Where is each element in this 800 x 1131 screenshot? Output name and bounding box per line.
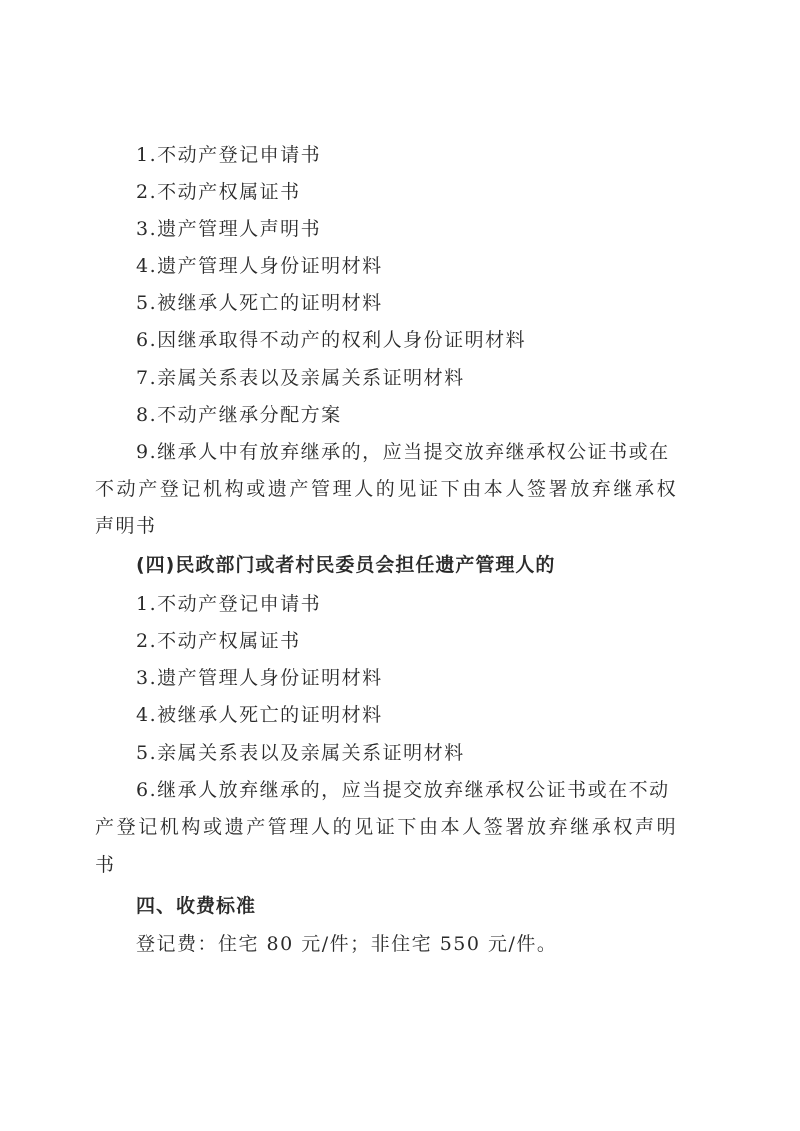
list-item: 1.不动产登记申请书 bbox=[136, 593, 322, 615]
list-item: 2.不动产权属证书 bbox=[136, 181, 301, 203]
list-item-continuation: 产登记机构或遗产管理人的见证下由本人签署放弃继承权声明 bbox=[95, 816, 679, 838]
list-item-continuation: 书 bbox=[95, 854, 116, 876]
list-item: 2.不动产权属证书 bbox=[136, 630, 301, 652]
list-item: 3.遗产管理人声明书 bbox=[136, 218, 322, 240]
list-item: 8.不动产继承分配方案 bbox=[136, 404, 342, 426]
fees-text: 登记费：住宅 80 元/件；非住宅 550 元/件。 bbox=[136, 933, 558, 955]
list-item: 6.因继承取得不动产的权利人身份证明材料 bbox=[136, 329, 527, 351]
list-item: 6.继承人放弃继承的，应当提交放弃继承权公证书或在不动 bbox=[136, 779, 670, 801]
section-heading: (四)民政部门或者村民委员会担任遗产管理人的 bbox=[136, 554, 556, 576]
list-item: 3.遗产管理人身份证明材料 bbox=[136, 667, 383, 689]
list-item: 7.亲属关系表以及亲属关系证明材料 bbox=[136, 367, 465, 389]
list-item-continuation: 声明书 bbox=[95, 515, 157, 537]
list-item: 4.遗产管理人身份证明材料 bbox=[136, 255, 383, 277]
list-item: 9.继承人中有放弃继承的，应当提交放弃继承权公证书或在 bbox=[136, 441, 670, 463]
list-item-continuation: 不动产登记机构或遗产管理人的见证下由本人签署放弃继承权 bbox=[95, 478, 679, 500]
list-item: 5.被继承人死亡的证明材料 bbox=[136, 292, 383, 314]
list-item: 5.亲属关系表以及亲属关系证明材料 bbox=[136, 742, 465, 764]
list-item: 1.不动产登记申请书 bbox=[136, 144, 322, 166]
list-item: 4.被继承人死亡的证明材料 bbox=[136, 704, 383, 726]
section-heading: 四、收费标准 bbox=[136, 895, 257, 917]
